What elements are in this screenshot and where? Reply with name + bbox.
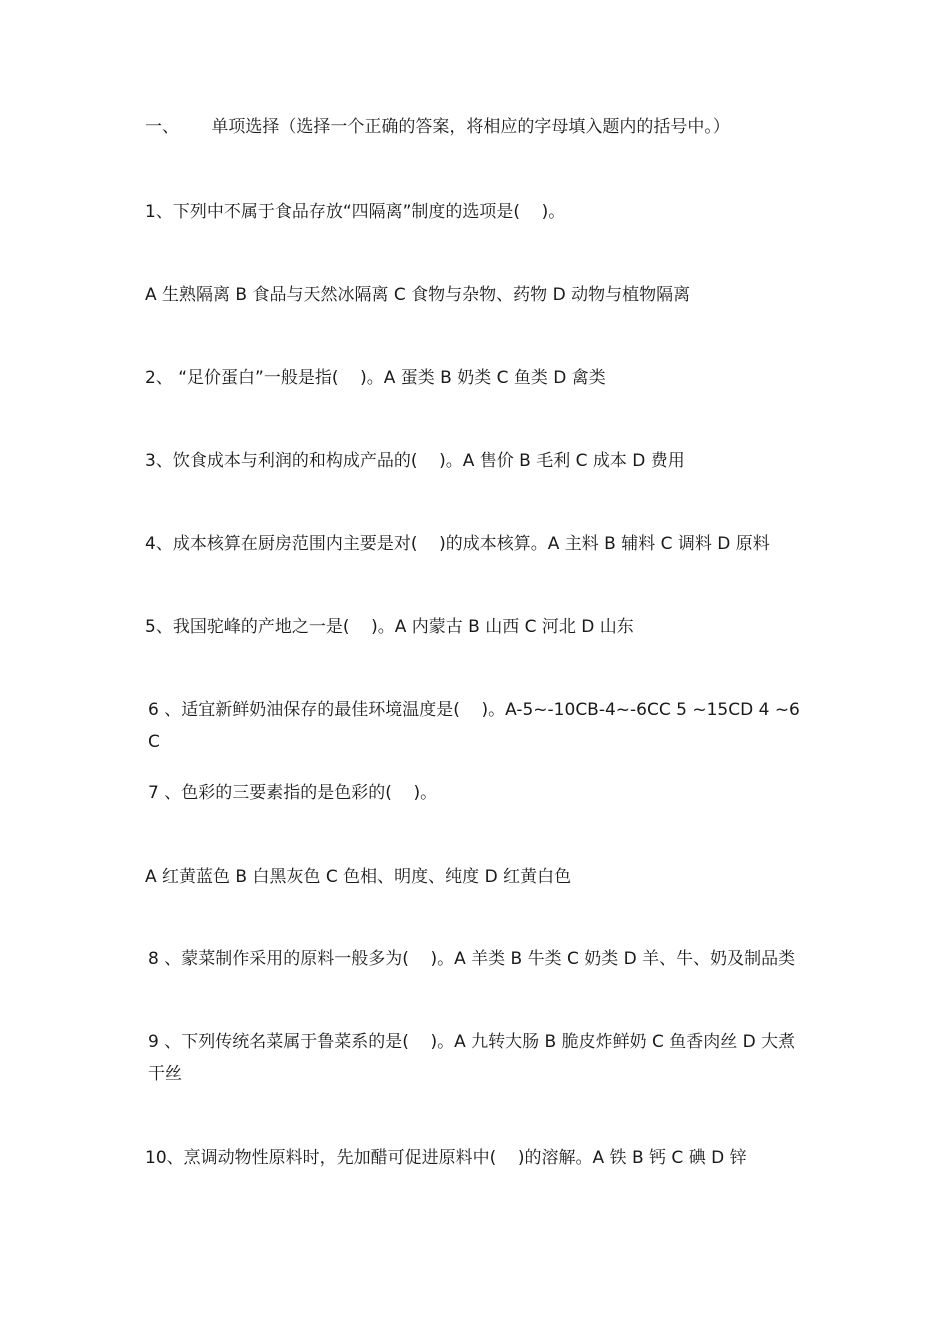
question-2: 2、 “足价蛋白”一般是指( )。A 蛋类 B 奶类 C 鱼类 D 禽类	[145, 368, 606, 388]
question-9: 9 、下列传统名菜属于鲁菜系的是( )。A 九转大肠 B 脆皮炸鲜奶 C 鱼香肉丝 D 大煮干丝	[148, 1032, 796, 1084]
question-8: 8 、蒙菜制作采用的原料一般多为( )。A 羊类 B 牛类 C 奶类 D 羊、牛、奶及制品类	[148, 949, 796, 969]
section-heading: 一、 单项选择（选择一个正确的答案，将相应的字母填入题内的括号中。）	[145, 117, 730, 137]
question-1-stem: 1、下列中不属于食品存放“四隔离”制度的选项是( )。	[145, 202, 566, 222]
question-6: 6 、适宜新鲜奶油保存的最佳环境温度是( )。A-5~-10CB-4~-6CC 5 ~15CD 4 ~6C	[148, 700, 800, 752]
question-10: 10、烹调动物性原料时，先加醋可促进原料中( )的溶解。A 铁 B 钙 C 碘 D 锌	[145, 1148, 747, 1168]
question-4: 4、成本核算在厨房范围内主要是对( )的成本核算。A 主料 B 辅料 C 调料 D 原料	[145, 534, 770, 554]
question-3: 3、饮食成本与利润的和构成产品的( )。A 售价 B 毛利 C 成本 D 费用	[145, 451, 685, 471]
question-5: 5、我国驼峰的产地之一是( )。A 内蒙古 B 山西 C 河北 D 山东	[145, 617, 634, 637]
question-7-options: A 红黄蓝色 B 白黑灰色 C 色相、明度、纯度 D 红黄白色	[145, 867, 572, 887]
question-7-stem: 7 、色彩的三要素指的是色彩的( )。	[148, 783, 438, 803]
question-1-options: A 生熟隔离 B 食品与天然冰隔离 C 食物与杂物、药物 D 动物与植物隔离	[145, 285, 691, 305]
